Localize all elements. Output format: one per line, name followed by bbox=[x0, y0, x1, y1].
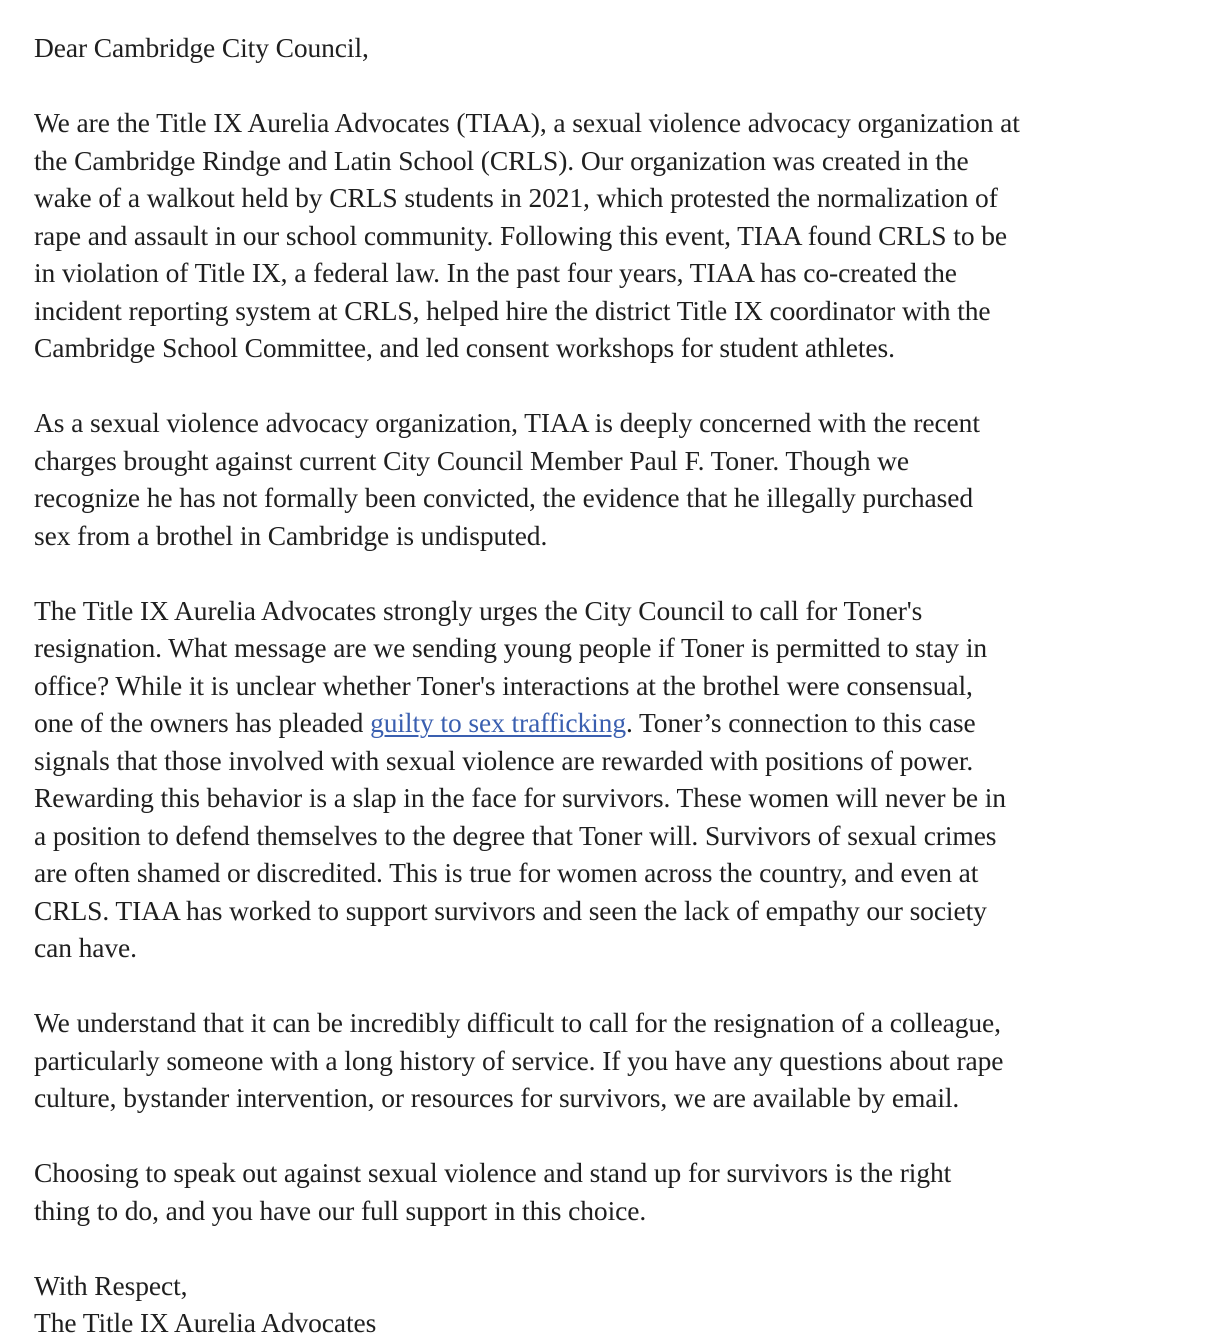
text-line: resignation. What message are we sending young people if Toner is permitted to stay in bbox=[34, 632, 988, 663]
text-line: sex from a brothel in Cambridge is undisputed. bbox=[34, 519, 548, 551]
paragraph-resignation-call bbox=[34, 592, 1194, 967]
text-line: a position to defend themselves to the degree that Toner will. Survivors of sexual crimes bbox=[34, 819, 997, 851]
text-line: We understand that it can be incredibly difficult to call for the resignation of a colleague, bbox=[34, 1007, 1001, 1038]
link-suffix-text: . Toner’s connection to this case bbox=[625, 707, 976, 738]
text-line: office? While it is unclear whether Toner's interactions at the brothel were consensual, bbox=[34, 669, 973, 701]
text-line: in violation of Title IX, a federal law. In the past four years, TIAA has co-created the bbox=[34, 257, 957, 288]
signature: The Title IX Aurelia Advocates bbox=[34, 1307, 377, 1338]
text-line: The Title IX Aurelia Advocates strongly urges the City Council to call for Toner's bbox=[34, 594, 923, 626]
paragraph-intro bbox=[34, 104, 1194, 367]
closing: With Respect, bbox=[34, 1269, 188, 1301]
text-line: the Cambridge Rindge and Latin School (CRLS). Our organization was created in the bbox=[34, 144, 969, 176]
text-line: Rewarding this behavior is a slap in the face for survivors. These women will never be in bbox=[34, 782, 1006, 813]
sex-trafficking-link[interactable]: guilty to sex trafficking bbox=[370, 707, 626, 738]
text-line: culture, bystander intervention, or resources for survivors, we are available by email. bbox=[34, 1082, 960, 1113]
text-line-with-link bbox=[34, 704, 1194, 742]
text-line: CRLS. TIAA has worked to support survivors and seen the lack of empathy our society bbox=[34, 894, 987, 926]
paragraph-support bbox=[34, 1154, 1194, 1229]
closing-block bbox=[34, 1267, 1194, 1342]
text-line: Cambridge School Committee, and led consent workshops for student athletes. bbox=[34, 332, 895, 363]
text-line: can have. bbox=[34, 932, 137, 963]
link-prefix-text: one of the owners has pleaded bbox=[34, 707, 371, 738]
paragraph-concern bbox=[34, 404, 1194, 554]
text-line: Choosing to speak out against sexual violence and stand up for survivors is the right bbox=[34, 1157, 952, 1188]
text-line: are often shamed or discredited. This is true for women across the country, and even at bbox=[34, 857, 979, 888]
text-line: We are the Title IX Aurelia Advocates (TIAA), a sexual violence advocacy organization at bbox=[34, 107, 1020, 138]
text-line: rape and assault in our school community. Following this event, TIAA found CRLS to be bbox=[34, 219, 1008, 251]
salutation: Dear Cambridge City Council, bbox=[34, 32, 369, 63]
paragraph-understanding bbox=[34, 1004, 1194, 1117]
text-line: thing to do, and you have our full support in this choice. bbox=[34, 1194, 647, 1226]
text-line: recognize he has not formally been convicted, the evidence that he illegally purchased bbox=[34, 482, 973, 513]
text-line: As a sexual violence advocacy organization, TIAA is deeply concerned with the recent bbox=[34, 407, 980, 438]
text-line: charges brought against current City Council Member Paul F. Toner. Though we bbox=[34, 444, 910, 476]
text-line: incident reporting system at CRLS, helped hire the district Title IX coordinator with the bbox=[34, 294, 991, 326]
text-line: signals that those involved with sexual violence are rewarded with positions of power. bbox=[34, 744, 974, 776]
text-line: wake of a walkout held by CRLS students in 2021, which protested the normalization of bbox=[34, 182, 998, 213]
text-line: particularly someone with a long history of service. If you have any questions about rape bbox=[34, 1044, 1004, 1076]
